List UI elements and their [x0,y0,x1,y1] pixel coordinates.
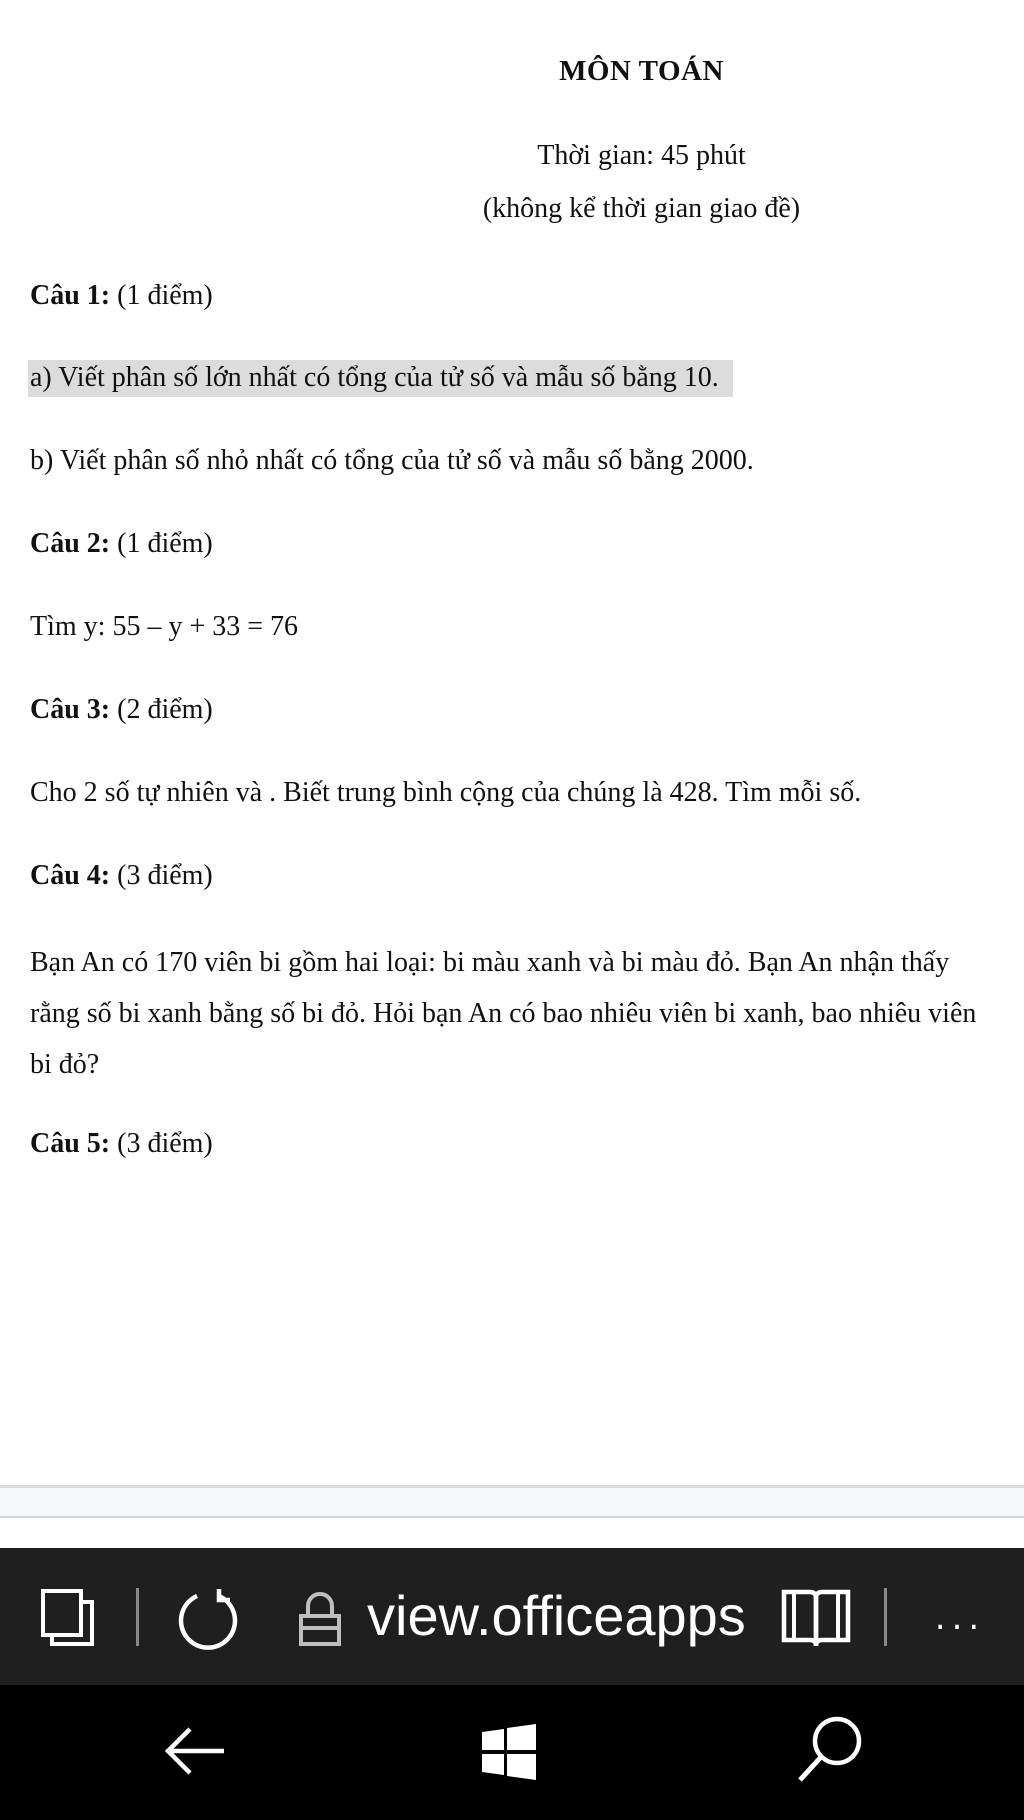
question-1a [30,362,733,394]
question-1-label: Câu 1: [30,280,111,311]
toolbar-divider-right [884,1588,887,1646]
question-3-heading [30,694,213,726]
question-1a-text[interactable]: a) Viết phân số lớn nhất có tổng của tử số và mẫu số bằng 10. [28,360,733,397]
cut-off-header-left [95,0,280,9]
cut-off-header-right [495,0,790,9]
question-2-body: Tìm y: 55 – y + 33 = 76 [30,611,299,642]
back-arrow-icon[interactable] [160,1715,232,1787]
more-icon[interactable]: ... [934,1598,986,1638]
address-url[interactable]: view.officeapps [367,1584,746,1647]
question-5-points: (3 điểm) [110,1128,213,1159]
question-3-points: (2 điểm) [110,694,213,725]
lock-icon [298,1590,342,1648]
viewer-bottom-margin [0,1518,1024,1548]
question-2-heading [30,528,213,560]
system-navigation-bar [0,1685,1024,1820]
tabs-icon[interactable] [40,1588,96,1648]
browser-address-bar [0,1548,1024,1685]
question-3-body: Cho 2 số tự nhiên và . Biết trung bình cộng của chúng là 428. Tìm mỗi số. [30,777,862,808]
page-gap [0,1488,1024,1516]
question-4-label: Câu 4: [30,860,111,891]
question-1b: b) Viết phân số nhỏ nhất có tổng của tử số và mẫu số bằng 2000. [30,445,754,476]
question-1-heading [30,280,213,312]
question-3-label: Câu 3: [30,694,111,725]
question-5-label: Câu 5: [30,1128,111,1159]
question-1-points: (1 điểm) [110,280,213,311]
question-2-label: Câu 2: [30,528,111,559]
exam-time-note: (không kể thời gian giao đề) [482,193,801,224]
subject-title: MÔN TOÁN [559,55,724,87]
question-4-body: Bạn An có 170 viên bi gồm hai loại: bi màu xanh và bi màu đỏ. Bạn An nhận thấy rằng số bi xanh bằng số bi đỏ. Hỏi bạn An có bao nhiêu viên bi xanh, bao nhiêu viên bi đỏ? [30,947,977,1080]
question-4-heading [30,860,213,892]
toolbar-divider-left [136,1588,139,1646]
question-2-points: (1 điểm) [110,528,213,559]
question-4-points: (3 điểm) [110,860,213,891]
search-icon[interactable] [795,1713,865,1785]
windows-icon[interactable] [480,1723,538,1781]
question-5-heading [30,1128,213,1160]
exam-time: Thời gian: 45 phút [537,140,746,171]
refresh-icon[interactable] [175,1586,241,1652]
reading-view-icon[interactable] [780,1586,852,1652]
